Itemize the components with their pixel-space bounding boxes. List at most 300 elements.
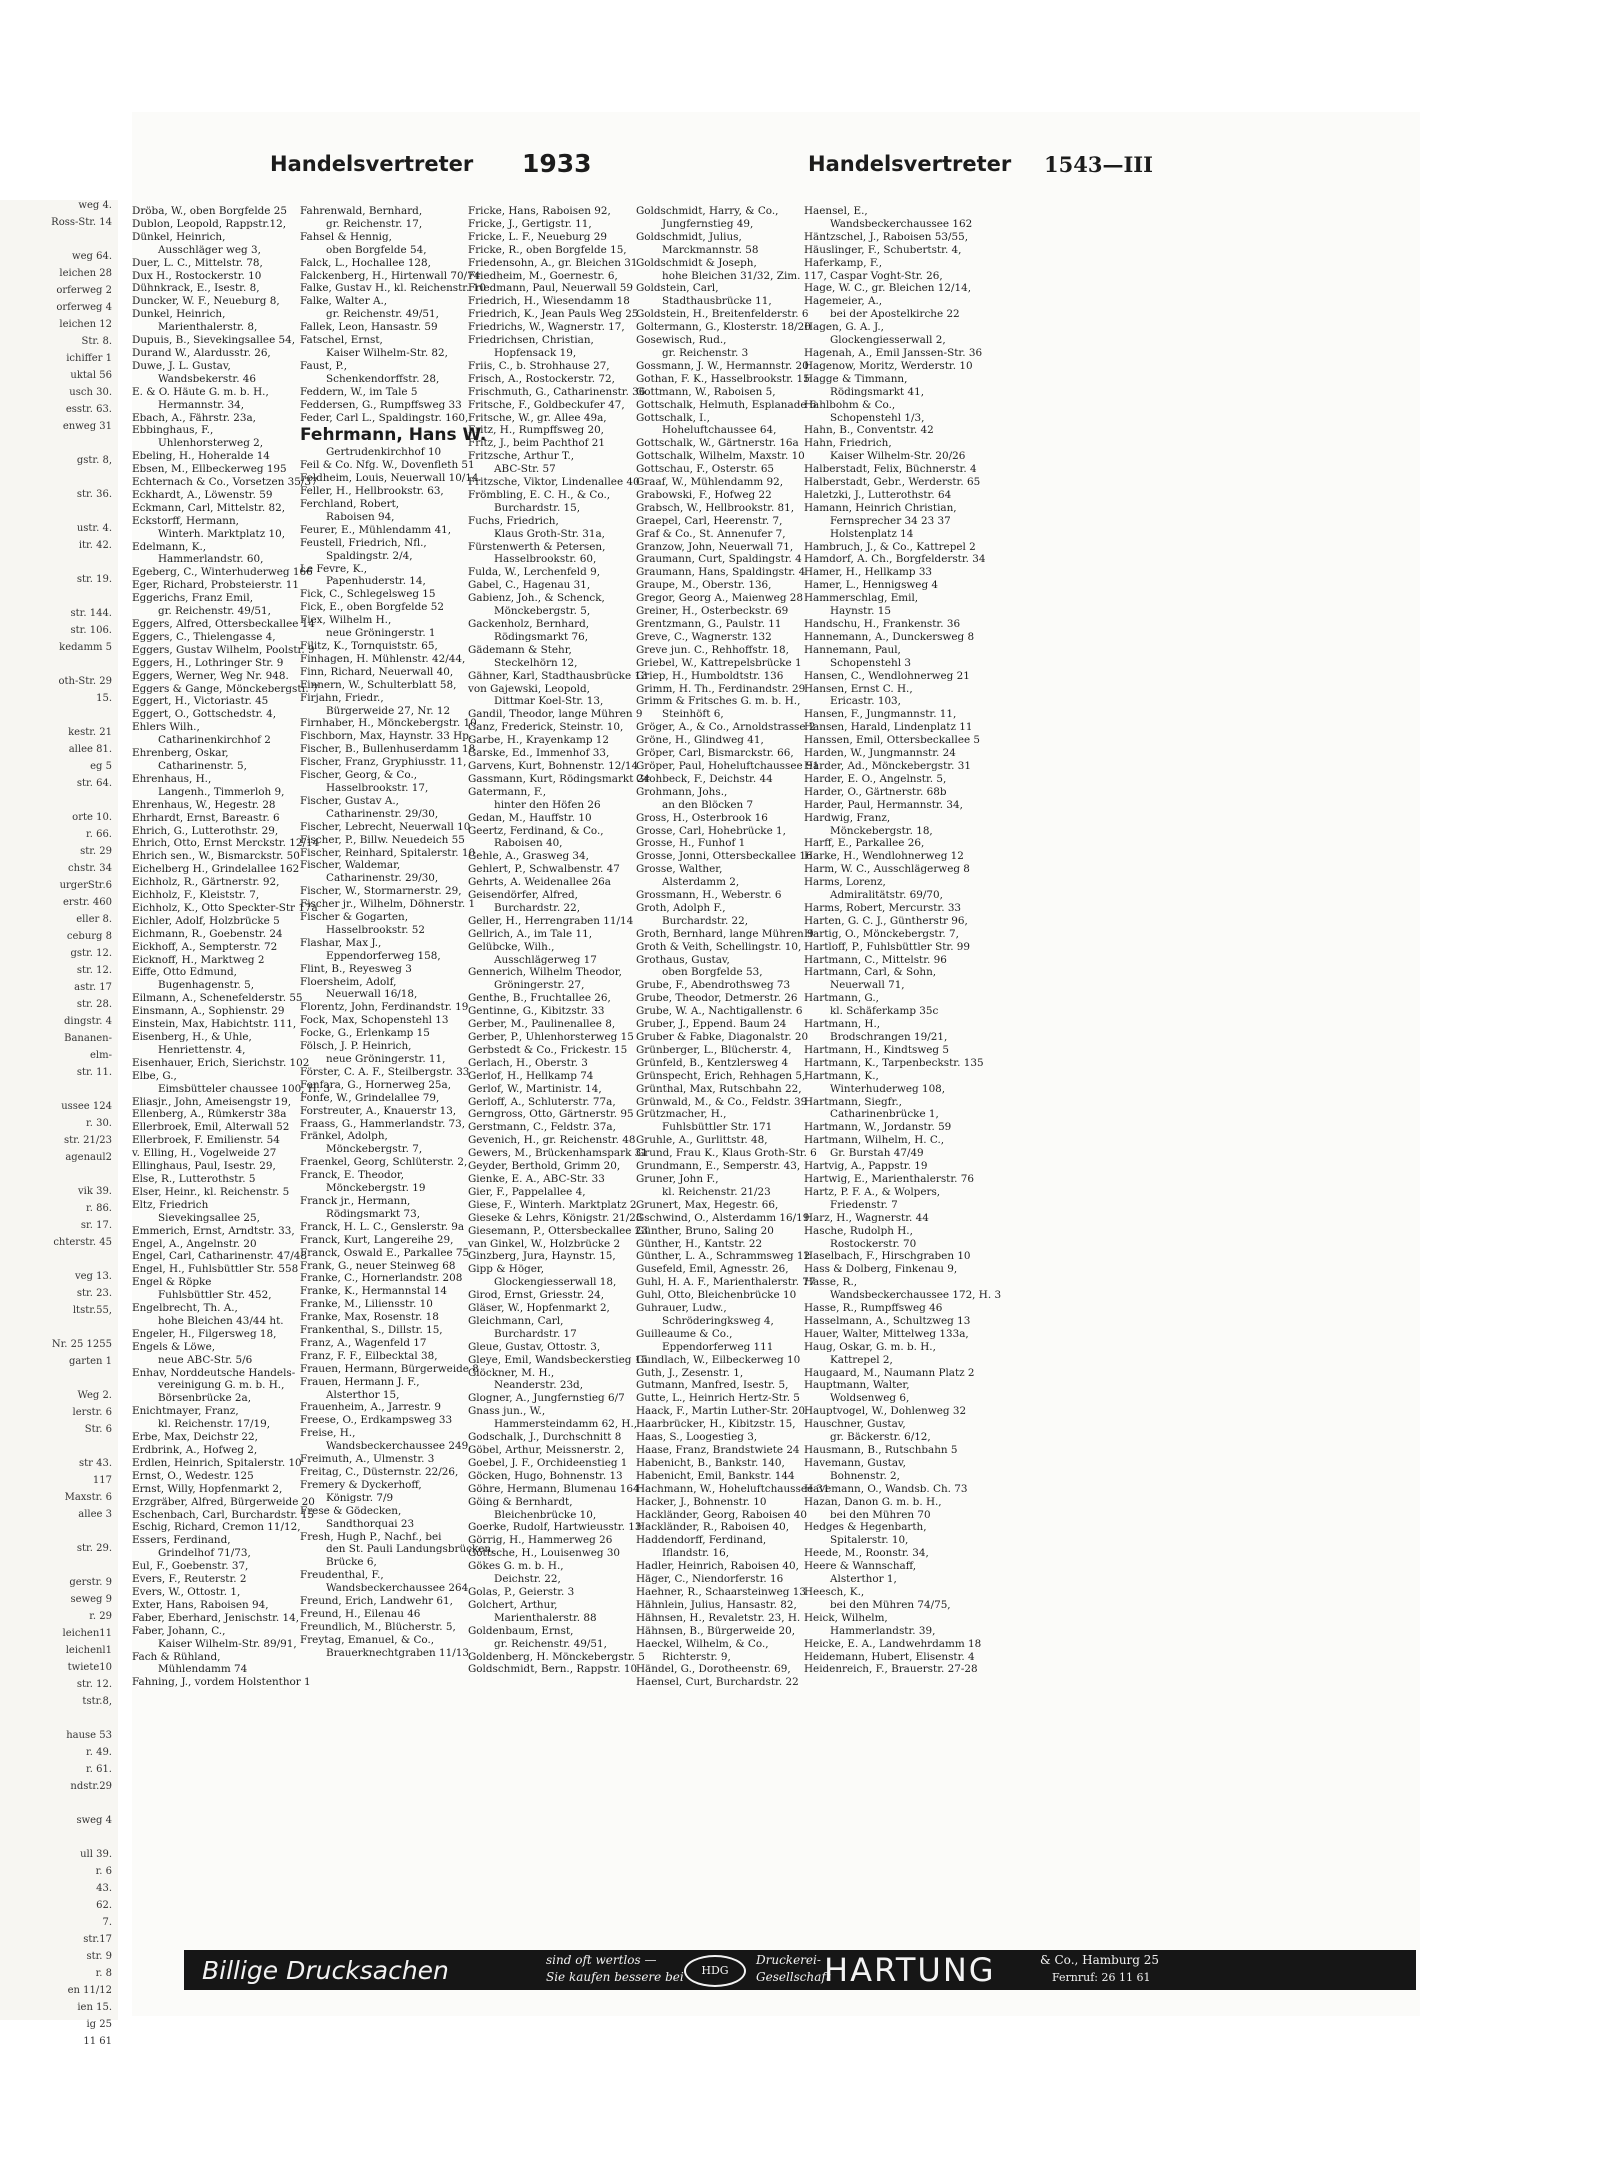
directory-entry-line: Falck, L., Hochallee 128, [300,256,431,269]
directory-entry-line: Feddern, W., im Tale 5 [300,385,418,398]
directory-entry-line: Essers, Ferdinand, [132,1534,231,1547]
directory-entry-line: Heidemann, Hubert, Elisenstr. 4 [804,1650,975,1663]
adjacent-page-line: kedamm 5 [59,642,112,653]
directory-entry-line: Fonfara, G., Hornerweg 25a, [300,1078,452,1091]
directory-entry-line: Groth, Bernhard, lange Mühren 9 [636,927,814,940]
directory-entry-line: Graupe, M., Oberstr. 136, [636,579,772,592]
directory-entry-line: Freundlich, M., Blücherstr. 5, [300,1620,456,1633]
directory-entry-line: Guhl, H. A. F., Marienthalerstr. 77 [636,1276,816,1289]
directory-entry-line: Graaf, W., Mühlendamm 92, [636,476,784,489]
directory-entry-line: Neanderstr. 23d, [494,1379,584,1392]
directory-entry-line: Wandsbeckerchaussee 264 [326,1582,469,1595]
adjacent-page-line: r. 86. [86,1203,112,1214]
adjacent-page-line: ull 39. [80,1849,112,1860]
directory-entry-line: Fürstenwerth & Petersen, [468,540,606,553]
directory-entry-line: Rostockerstr. 70 [830,1237,917,1250]
adjacent-page-line: ichiffer 1 [66,353,112,364]
directory-entry-line: Haeckel, Wilhelm, & Co., [636,1637,769,1650]
directory-entry-line: Eggers & Gange, Mönckebergstr. 7 [132,682,319,695]
directory-entry-line: Goldstein, Carl, [636,282,719,295]
directory-entry-line: Faber, Eberhard, Jenischstr. 14, [132,1611,300,1624]
directory-entry-line: Goerke, Rudolf, Hartwieusstr. 13 [468,1521,642,1534]
directory-entry-line: Hage, W. C., gr. Bleichen 12/14, [804,282,972,295]
directory-entry-line: Eul, F., Goebenstr. 37, [132,1560,249,1573]
directory-entry-line: Harder, E. O., Angelnstr. 5, [804,772,947,785]
directory-entry-line: Frischmuth, G., Catharinenstr. 36 [468,385,646,398]
directory-entry-line: Frauen, Hermann, Bürgerweide 8 [300,1362,479,1375]
directory-entry-line: Eppendorferweg 158, [326,949,441,962]
entries-column-3 [468,205,650,1947]
directory-entry-line: Gerbstedt & Co., Frickestr. 15 [468,1043,628,1056]
directory-entry-line: Hadler, Heinrich, Raboisen 40, [636,1560,799,1573]
directory-entry-line: Ebeling, H., Hoheralde 14 [132,450,270,463]
directory-entry-line: Graepel, Carl, Heerenstr. 7, [636,514,783,527]
directory-entry-line: Habenicht, B., Bankstr. 140, [636,1456,785,1469]
directory-entry-line: Brodschrangen 19/21, [830,1031,948,1043]
directory-entry-line: Catharinenstr. 5, [158,759,247,772]
ad-company-name: HARTUNG [824,1951,996,1989]
directory-entry-line: Fick, C., Schlegelsweg 15 [300,588,436,601]
directory-entry-line: Grosse, Jonni, Ottersbeckallee 16 [636,850,813,863]
directory-entry-line: Neuerwall 16/18, [326,988,418,1001]
directory-entry-line: Engel, H., Fuhlsbüttler Str. 558 [132,1263,299,1276]
adjacent-page-line: 117 [92,1475,112,1486]
directory-entry-line: Haensel, Curt, Burchardstr. 22 [636,1676,799,1689]
directory-entry-line: Frankenthal, S., Dillstr. 15, [300,1324,443,1337]
directory-entry-line: Filitz, K., Tornquiststr. 65, [300,640,438,652]
directory-entry-line: Gröningerstr. 27, [494,979,585,992]
adjacent-page-fragment [0,200,118,2047]
directory-entry-line: Eger, Richard, Probsteierstr. 11 [132,579,300,592]
adjacent-page-line: ceburg 8 [66,931,112,942]
directory-entry-line: Schröderingksweg 4, [662,1314,774,1327]
directory-entry-line: Hackländer, R., Raboisen 40, [636,1521,790,1534]
directory-entry-line: v. Elling, H., Vogelweide 27 [132,1147,277,1160]
directory-entry-line: Franz, F. F., Eilbecktal 38, [300,1349,438,1362]
directory-entry-line: Fricke, L. F., Neueburg 29 [468,230,607,243]
directory-entry-line: Fischer, P., Billw. Neuedeich 55 [300,833,465,846]
directory-entry-line: Harten, G. C. J., Güntherstr 96, [804,914,968,927]
directory-entry-line: Franke, K., Hermannstal 14 [300,1285,447,1298]
directory-entry-line: Egeberg, C., Winterhuderweg 166 [132,566,313,579]
directory-entry-line: Goldschmidt, Julius, [636,230,742,243]
adjacent-page-line: str. 29 [80,846,112,857]
directory-entry-line: Uhlenhorsterweg 2, [158,437,264,450]
directory-entry-line: Grohmann, Johs., [636,785,728,798]
directory-entry-line: Grentzmann, G., Paulstr. 11 [636,618,782,630]
adjacent-page-line: str. 28. [76,999,112,1010]
directory-entry-line: Hopfensack 19, [494,346,577,359]
directory-entry-line: neue Gröningerstr. 11, [326,1053,446,1065]
directory-entry-line: Eppendorferweg 111 [662,1340,774,1353]
directory-entry-line: Gerstmann, C., Feldstr. 37a, [468,1121,616,1134]
directory-entry-line: Heesch, K., [804,1585,865,1598]
directory-entry-line: Dunkel, Heinrich, [132,308,226,321]
adjacent-page-line: erstr. 460 [63,897,112,908]
directory-entry-line: Fritsche, W., gr. Allee 49a, [468,411,607,424]
directory-entry-line: Hazan, Danon G. m. b. H., [804,1495,942,1508]
directory-entry-line: Frese & Gödecken, [300,1504,402,1517]
directory-entry-line: Granzow, John, Neuerwall 71, [636,540,794,553]
directory-entry-line: Engel, A., Angelnstr. 20 [132,1237,257,1250]
directory-entry-line: Fränkel, Adolph, [300,1130,388,1143]
directory-entry-line: Fiex, Wilhelm H., [300,614,392,627]
directory-entry-line: Havemann, Gustav, [804,1456,906,1469]
adjacent-page-line: r. 66. [86,829,112,840]
directory-entry-line: Gabel, C., Hagenau 31, [468,579,591,592]
directory-entry-line: Heidenreich, F., Brauerstr. 27-28 [804,1663,978,1676]
directory-entry-line: Hansen, F., Jungmannstr. 11, [804,708,957,721]
directory-entry-line: Fuhlsbüttler Str. 171 [662,1121,773,1134]
directory-entry-line: Richterstr. 9, [662,1650,731,1663]
directory-entry-line: Hartmann, Wilhelm, H. C., [804,1134,945,1147]
directory-entry-line: Freytag, Emanuel, & Co., [300,1633,435,1646]
directory-entry-line: Burchardstr. 22, [494,901,581,914]
directory-entry-line: Grunert, Max, Hegestr. 66, [636,1198,779,1211]
adjacent-page-line: weg 64. [72,251,112,262]
directory-entry-line: Günther, Bruno, Saling 20 [636,1224,774,1237]
directory-entry-line: Admiralitätstr. 69/70, [830,889,943,902]
directory-entry-line: Brücke 6, [326,1556,377,1569]
directory-entry-line: Eggers, C., Thielengasse 4, [132,630,276,643]
directory-entry-line: Fischer, Gustav A., [300,794,399,807]
directory-entry-line: Grund, Frau K., Klaus Groth-Str. 6 [636,1147,817,1160]
directory-entry-line: Feller, H., Hellbrookstr. 63, [300,485,444,498]
directory-entry-line: Falke, Gustav H., kl. Reichenstr. 10 [300,282,486,295]
directory-entry-line: Hartmann, C., Mittelstr. 96 [804,953,947,966]
directory-entry-line: Gähner, Karl, Stadthausbrücke 13 [468,669,648,682]
directory-entry-line: Gröper, Paul, Hoheluftchaussee 91 [636,759,820,772]
directory-entry-line: Harms, Lorenz, [804,876,886,889]
directory-entry-line: Feldheim, Louis, Neuerwall 10/14 [300,472,479,485]
adjacent-page-line: orte 10. [72,812,112,823]
directory-entry-line: oben Borgfelde 53, [662,966,763,979]
directory-entry-line: Franck jr., Hermann, [300,1194,411,1207]
adjacent-page-line: orferweg 4 [56,302,112,313]
directory-entry-line: Glöckner, M. H., [468,1366,555,1379]
directory-entry-line: Gottmann, W., Raboisen 5, [636,385,776,398]
ad-line-1: sind oft wertlos — [546,1953,657,1967]
directory-entry-line: Fritzsche, Arthur T., [468,450,575,463]
directory-entry-line: hinter den Höfen 26 [494,798,601,811]
directory-entry-line: Hammerschlag, Emil, [804,592,919,605]
directory-entry-line: Gehrts, A. Weidenallee 26a [468,876,611,889]
directory-entry-line: Habenicht, Emil, Bankstr. 144 [636,1469,795,1482]
directory-entry-line: Hamann, Heinrich Christian, [804,501,957,514]
directory-entry-line: Eggers, Gustav Wilhelm, Poolstr. 9 [132,643,315,656]
directory-entry-line: Erdlen, Heinrich, Spitalerstr. 10 [132,1456,302,1469]
directory-entry-line: Sandthorquai 23 [326,1517,415,1530]
adjacent-page-line: garten 1 [68,1356,112,1367]
directory-entry-line: Mönckebergstr. 19 [326,1182,426,1195]
directory-entry-line: Freund, H., Eilenau 46 [300,1607,421,1620]
directory-entry-line: Gottschalk, I., [636,411,710,424]
directory-entry-line: oben Borgfelde 54, [326,243,427,256]
adjacent-page-line: tstr.8, [82,1696,112,1707]
directory-entry-line: Frisch, A., Rostockerstr. 72, [468,372,615,385]
directory-entry-line: Frauenheim, A., Jarrestr. 9 [300,1401,441,1414]
directory-entry-line: gr. Reichenstr. 49/51, [326,308,439,321]
directory-entry-line: Hoheluftchaussee 64, [662,424,777,437]
ad-address: & Co., Hamburg 25 [1040,1953,1160,1967]
directory-entry-line: Friedrichs, W., Wagnerstr. 17, [468,321,625,334]
directory-entry-line: Grothaus, Gustav, [636,953,730,966]
adjacent-page-line: 15. [96,693,112,704]
directory-entry-line: Fock, Max, Schopenstehl 13 [300,1014,449,1027]
directory-entry-line: kl. Reichenstr. 17/19, [158,1418,271,1431]
directory-entry-line: Haarbrücker, H., Kibitzstr. 15, [636,1418,796,1431]
directory-entry-line: Hammerlandstr. 39, [830,1624,936,1637]
directory-entry-line: Alsterthor 15, [326,1388,400,1401]
adjacent-page-line: Bananen- [64,1033,112,1044]
adjacent-page-line: str. 12. [76,1679,112,1690]
header-year: 1933 [522,149,592,178]
directory-entry-line: Hähnsen, B., Bürgerweide 20, [636,1624,796,1637]
directory-entry-line: Frömbling, E. C. H., & Co., [468,488,611,501]
adjacent-page-line: urgerStr.6 [59,880,112,891]
directory-entry-line: Freund, Erich, Landwehr 61, [300,1595,453,1608]
directory-entry-line: ABC-Str. 57 [494,463,556,476]
directory-entry-line: Fonfe, W., Grindelallee 79, [300,1091,440,1104]
adjacent-page-line: r. 49. [86,1747,112,1758]
directory-entry-line: Finhagen, H. Mühlenstr. 42/44, [300,652,466,665]
directory-entry-line: Haselbach, F., Hirschgraben 10 [804,1250,971,1263]
directory-entry-line: Fahrenwald, Bernhard, [300,205,423,217]
directory-entry-line: Griep, H., Humboldtstr. 136 [636,669,784,682]
directory-entry-line: Hartig, O., Mönckebergstr. 7, [804,927,959,940]
directory-entry-line: Haletzki, J., Lutterothstr. 64 [804,488,952,501]
directory-entry-line: Hagenah, A., Emil Janssen-Str. 36 [804,346,983,359]
directory-entry-line: Wandsbekerstr. 46 [158,372,257,385]
directory-entry-line: Gennerich, Wilhelm Theodor, [468,966,622,979]
directory-entry-line: Bleichenbrücke 10, [494,1508,597,1521]
adjacent-page-line: str. 19. [76,574,112,585]
directory-entry-line: Fricke, R., oben Borgfelde 15, [468,243,627,256]
directory-entry-line: Florentz, John, Ferdinandstr. 19 [300,1001,469,1014]
directory-entry-line: Holstenplatz 14 [830,527,914,540]
directory-entry-line: Eichler, Adolf, Holzbrücke 5 [132,914,280,927]
directory-entry-line: Griebel, W., Kattrepelsbrücke 1 [636,656,802,669]
directory-entry-line: Fricke, J., Gertigstr. 11, [468,217,592,230]
directory-entry-line: Bohnenstr. 2, [830,1469,900,1482]
adjacent-page-line: allee 3 [78,1509,112,1520]
directory-entry-line: Firnhaber, H., Mönckebergstr. 10 [300,717,477,730]
directory-entry-line: Hagenow, Moritz, Werderstr. 10 [804,359,973,372]
adjacent-page-line: eg 5 [90,761,112,772]
directory-entry-line: Goldenberg, H. Mönckebergstr. 5 [468,1650,645,1663]
adjacent-page-line: 11 61 [83,2036,112,2047]
directory-entry-line: Ebsen, M., Ellbeckerweg 195 [132,463,287,476]
directory-entry-line: Fischer & Gogarten, [300,911,409,924]
directory-entry-line: Gutte, L., Heinrich Hertz-Str. 5 [636,1392,800,1405]
directory-entry-line: Göttsche, H., Louisenweg 30 [468,1547,621,1560]
directory-entry-line: Fricke, Hans, Raboisen 92, [468,205,611,217]
directory-entry-line: Hartmann, K., Tarpenbeckstr. 135 [804,1056,984,1069]
adjacent-page-line: str. 64. [76,778,112,789]
directory-entry-line: Fresh, Hugh P., Nachf., bei [300,1530,442,1543]
directory-entry-line: Marienthalerstr. 88 [494,1611,597,1624]
directory-entry-line: Hasche, Rudolph H., [804,1224,913,1237]
directory-entry-line: Heick, Wilhelm, [804,1611,888,1624]
directory-entry-line: Finnern, W., Schulterblatt 58, [300,678,457,691]
directory-entry-line: Franck, H. L. C., Genslerstr. 9a [300,1220,465,1233]
directory-entry-line: Gross, H., Osterbrook 16 [636,811,768,824]
directory-entry-line: Eggert, H., Victoriastr. 45 [132,695,269,708]
directory-entry-line: Gerlof, H., Hellkamp 74 [468,1069,594,1082]
ad-company-2: Gesellschaft [756,1970,831,1984]
directory-entry-line: Hauschner, Gustav, [804,1418,906,1431]
directory-entry-line: Fischer, Franz, Gryphiusstr. 11, [300,756,467,769]
directory-entry-line: Fischer, W., Stormarnerstr. 29, [300,885,462,898]
directory-entry-line: Grünwald, M., & Co., Feldstr. 39 [636,1095,808,1108]
directory-entry-line: Ellinghaus, Paul, Isestr. 29, [132,1160,276,1173]
directory-entry-line: Eicknoff, H., Marktweg 2 [132,953,265,966]
directory-entry-line: Franz, A., Wagenfeld 17 [300,1336,427,1349]
directory-entry-line: Neuerwall 71, [830,979,905,992]
directory-entry-line: Haugaard, M., Naumann Platz 2 [804,1366,975,1379]
directory-entry-line: an den Blöcken 7 [662,798,754,811]
directory-entry-line: Hamdorf, A. Ch., Borgfelderstr. 34 [804,553,986,566]
directory-entry-line: Freudenthal, F., [300,1569,384,1582]
directory-entry-line: Freitag, C., Düsternstr. 22/26, [300,1466,459,1478]
directory-entry-line: Rödingsmarkt 41, [830,385,925,398]
directory-entry-line: Ferchland, Robert, [300,498,400,511]
directory-entry-line: Evers, W., Ottostr. 1, [132,1585,241,1598]
directory-entry-line: Engels & Löwe, [132,1340,216,1353]
directory-entry-line: Fallek, Leon, Hansastr. 59 [300,321,438,334]
directory-entry-line: Freise, H., [300,1427,356,1440]
header-section-right: Handelsvertreter [808,152,1012,176]
directory-entry-line: Fritz, H., Rumpffsweg 20, [468,424,604,437]
entries-column-4 [636,205,830,1947]
directory-entry-line: Feurer, E., Mühlendamm 41, [300,523,452,536]
directory-entry-line: Evers, F., Reuterstr. 2 [132,1573,247,1586]
directory-entry-line: Haehner, R., Schaarsteinweg 13 [636,1585,806,1598]
directory-entry-line: Steinhöft 6, [662,708,724,721]
directory-entry-line: Ernst, O., Wedestr. 125 [132,1469,254,1482]
directory-entry-line: Fraenkel, Georg, Schlüterstr. 2, [300,1156,468,1169]
directory-entry-line: Erdbrink, A., Hofweg 2, [132,1444,258,1456]
adjacent-page-line: leichen 12 [59,319,112,330]
directory-entry-line: Eisenberg, H., & Uhle, [132,1031,252,1043]
directory-entry-line: Günther, H., Kantstr. 22 [636,1237,763,1250]
directory-entry-line: Häger, C., Niendorferstr. 16 [636,1573,784,1586]
directory-entry-line: Eiffe, Otto Edmund, [132,966,237,979]
directory-entry-line: Ausschlägerweg 17 [494,953,597,966]
directory-entry-line: Fach & Rühland, [132,1650,221,1663]
directory-entry-line: Jungfernstieg 49, [662,217,754,230]
directory-entry-line: Harden, W., Jungmannstr. 24 [804,747,956,760]
adjacent-page-line: astr. 17 [74,982,112,993]
directory-entry-line: Eggert, O., Gottschedstr. 4, [132,708,277,721]
directory-entry-line: Gusefeld, Emil, Agnesstr. 26, [636,1263,789,1276]
directory-entry-line: Gosewisch, Rud., [636,334,727,347]
adjacent-page-line: r. 8 [95,1968,112,1979]
directory-entry-line: Exter, Hans, Raboisen 94, [132,1598,269,1611]
adjacent-page-line: itr. 42. [78,540,112,551]
directory-entry-line: Freese, O., Erdkampsweg 33 [300,1414,453,1427]
directory-entry-line: Friedenstr. 7 [830,1198,898,1211]
directory-entry-line: Fick, E., oben Borgfelde 52 [300,601,444,614]
directory-entry-line: Grosse, Carl, Hohebrücke 1, [636,824,786,837]
directory-entry-line: neue ABC-Str. 5/6 [158,1353,253,1366]
directory-entry-line: Burchardstr. 22, [662,914,749,927]
directory-entry-line: Firjahn, Friedr., [300,691,384,704]
directory-entry-line: Halberstadt, Gebr., Werderstr. 65 [804,476,981,489]
directory-entry-line: Göcken, Hugo, Bohnenstr. 13 [468,1469,623,1482]
directory-entry-line: Duncker, W. F., Neueburg 8, [132,295,280,308]
directory-entry-line: Catharinenstr. 29/30, [326,872,439,885]
directory-entry-line: Fischer, Reinhard, Spitalerstr. 10 [300,846,476,859]
directory-entry-line: bei den Mühren 70 [830,1508,931,1521]
adjacent-page-line: Weg 2. [77,1390,112,1401]
directory-entry-line: Fritz, J., beim Pachthof 21 [468,437,606,450]
directory-entry-line: Engelbrecht, Th. A., [132,1302,238,1315]
directory-entry-line: Bürgerweide 27, Nr. 12 [326,704,451,717]
directory-entry-line: Hardwig, Franz, [804,811,891,824]
directory-entry-line: Grohbeck, F., Deichstr. 44 [636,772,773,785]
directory-entry-line: Gleichmann, Carl, [468,1314,564,1327]
directory-entry-line: Fischborn, Max, Haynstr. 33 Hp. [300,730,473,743]
directory-entry-line: neue Gröningerstr. 1 [326,627,436,640]
directory-entry-line: Fulda, W., Lerchenfeld 9, [468,566,601,579]
directory-entry-line: Hambruch, J., & Co., Kattrepel 2 [804,540,976,553]
directory-entry-line: Feustell, Friedrich, Nfl., [300,536,427,549]
directory-entry-line: von Gajewski, Leopold, [468,682,590,695]
directory-entry-line: Groth, Adolph F., [636,901,726,914]
directory-entry-line: Else, R., Lutterothstr. 5 [132,1172,256,1185]
directory-entry-line: Hammerlandstr. 60, [158,553,264,566]
directory-entry-line: Haynstr. 15 [830,605,891,618]
directory-entry-line: Hausmann, B., Rutschbahn 5 [804,1444,958,1456]
directory-entry-line: Göbel, Arthur, Meissnerstr. 2, [468,1444,625,1456]
directory-entry-line: Grosse, H., Funhof 1 [636,837,746,850]
directory-entry-line: Gnass jun., W., [468,1405,546,1418]
adjacent-page-line: eller 8. [76,914,112,925]
directory-entry-line: Catharinenkirchhof 2 [158,734,271,747]
directory-entry-line: Gassmann, Kurt, Rödingsmarkt 24 [468,772,650,785]
directory-entry-line: Fernsprecher 34 23 37 [830,514,951,527]
directory-entry-line: Elbe, G., [132,1069,177,1082]
directory-entry-line: Hannemann, A., Dunckersweg 8 [804,630,975,643]
directory-entry-line: Ganz, Frederick, Steinstr. 10, [468,721,624,734]
directory-entry-line: Franke, Max, Rosenstr. 18 [300,1311,439,1324]
directory-entry-line: Fischer, Georg, & Co., [300,769,418,782]
directory-entry-line: Erzgräber, Alfred, Bürgerweide 20 [132,1495,315,1508]
directory-entry-line: Hauptmann, Walter, [804,1379,910,1392]
directory-entry-line: Grundmann, E., Semperstr. 43, [636,1160,801,1173]
directory-entry-line: Hahlbohm & Co., [804,398,896,411]
directory-entry-line: Hagge & Timmann, [804,372,908,385]
directory-entry-line: Fahning, J., vordem Holstenthor 1 [132,1676,311,1689]
directory-entry-line: Gregor, Georg A., Maienweg 28 [636,592,804,605]
adjacent-page-line: gerstr. 9 [69,1577,112,1588]
directory-entry-line: Eschig, Richard, Cremon 11/12, [132,1521,301,1534]
directory-entry-line: Hansen, C., Wendlohnerweg 21 [804,669,970,682]
adjacent-page-line: oth-Str. 29 [58,676,112,687]
directory-entry-line: Hasselbrookstr. 17, [326,781,429,794]
directory-entry-line: Ericastr. 103, [830,695,901,708]
directory-entry-line: Deichstr. 22, [494,1573,561,1586]
directory-entry-line: Fischer, Lebrecht, Neuerwall 10 [300,820,471,833]
directory-entry-line: Gerlach, H., Oberstr. 3 [468,1056,588,1069]
directory-entry-line: Häntzschel, J., Raboisen 53/55, [804,230,968,243]
directory-entry-line: Grünfeld, B., Kentzlersweg 4 [636,1056,789,1069]
adjacent-page-line: Maxstr. 6 [64,1492,112,1503]
directory-entry-line: Franck, E. Theodor, [300,1169,405,1182]
directory-entry-line: Eichelberg H., Grindelallee 162 [132,863,300,876]
directory-entry-line: gr. Reichenstr. 17, [326,217,423,230]
